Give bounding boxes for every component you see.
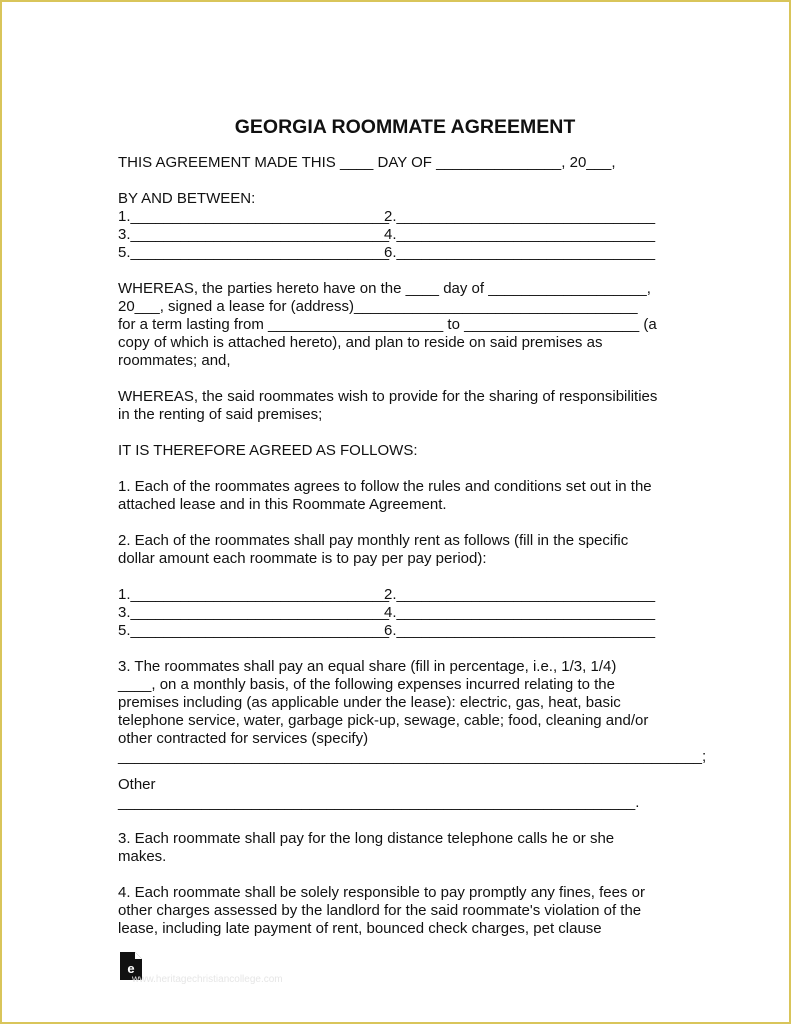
paragraph-line: makes. xyxy=(118,848,167,865)
agreed-heading: IT IS THEREFORE AGREED AS FOLLOWS: xyxy=(118,442,418,459)
roommate-line-3: 3._______________________________ xyxy=(118,226,390,243)
whereas-sharing-paragraph xyxy=(118,388,678,424)
clause-3-long-distance xyxy=(118,830,678,866)
other-expenses-line: Other ______________________________________________________________. xyxy=(118,776,640,811)
watermark-text: www.heritagechristiancollege.com xyxy=(132,974,283,985)
rent-line-4: 4._______________________________ xyxy=(384,604,656,621)
paragraph-line: WHEREAS, the said roommates wish to provide for the sharing of responsibilities xyxy=(118,388,658,405)
paragraph-line: copy of which is attached hereto), and plan to reside on said premises as xyxy=(118,334,603,351)
paragraph-line: 4. Each roommate shall be solely responsible to pay promptly any fines, fees or xyxy=(118,884,645,901)
paragraph-line: dollar amount each roommate is to pay per pay period): xyxy=(118,550,487,567)
paragraph-line: 3. The roommates shall pay an equal share (fill in percentage, i.e., 1/3, 1/4) xyxy=(118,658,617,675)
paragraph-line: other charges assessed by the landlord for the said roommate's violation of the xyxy=(118,902,642,919)
paragraph-line: 20___, signed a lease for (address)__________________________________ xyxy=(118,298,638,315)
paragraph-line: for a term lasting from _____________________ to _____________________ (a xyxy=(118,316,657,333)
roommate-line-4: 4._______________________________ xyxy=(384,226,656,243)
roommate-line-5: 5._______________________________ xyxy=(118,244,390,261)
whereas-lease-paragraph xyxy=(118,280,678,370)
paragraph-line: premises including (as applicable under the lease): electric, gas, heat, basic xyxy=(118,694,621,711)
document-title: GEORGIA ROOMMATE AGREEMENT xyxy=(234,116,576,138)
roommate-line-1: 1._______________________________ xyxy=(118,208,390,225)
rent-amount-lines xyxy=(118,586,678,640)
roommate-line-6: 6._______________________________ xyxy=(384,244,656,261)
paragraph-line: WHEREAS, the parties hereto have on the ____ day of ___________________, xyxy=(118,280,651,297)
roommate-name-lines xyxy=(118,208,678,262)
rent-line-3: 3._______________________________ xyxy=(118,604,390,621)
rent-line-5: 5._______________________________ xyxy=(118,622,390,639)
clause-2 xyxy=(118,532,678,568)
rent-line-2: 2._______________________________ xyxy=(384,586,656,603)
paragraph-line: ____, on a monthly basis, of the following expenses incurred relating to the xyxy=(118,676,615,693)
rent-line-6: 6._______________________________ xyxy=(384,622,656,639)
paragraph-line: attached lease and in this Roommate Agreement. xyxy=(118,496,447,513)
paragraph-line: 3. Each roommate shall pay for the long distance telephone calls he or she xyxy=(118,830,615,847)
paragraph-line: telephone service, water, garbage pick-up, sewage, cable; food, cleaning and/or xyxy=(118,712,649,729)
paragraph-line: lease, including late payment of rent, bounced check charges, pet clause xyxy=(118,920,602,937)
paragraph-line: ______________________________________________________________________; xyxy=(118,748,707,765)
paragraph-line: 1. Each of the roommates agrees to follow the rules and conditions set out in the xyxy=(118,478,652,495)
paragraph-line: roommates; and, xyxy=(118,352,231,369)
clause-4 xyxy=(118,884,678,938)
svg-text:e: e xyxy=(127,961,135,976)
paragraph-line: other contracted for services (specify) xyxy=(118,730,369,747)
document-body xyxy=(118,112,707,938)
clause-1 xyxy=(118,478,678,514)
between-label: BY AND BETWEEN: xyxy=(118,190,256,207)
paragraph-line: 2. Each of the roommates shall pay monthly rent as follows (fill in the specific xyxy=(118,532,629,549)
paragraph-line: in the renting of said premises; xyxy=(118,406,323,423)
rent-line-1: 1._______________________________ xyxy=(118,586,390,603)
clause-3-expenses xyxy=(118,658,707,766)
roommate-line-2: 2._______________________________ xyxy=(384,208,656,225)
agreement-date-line: THIS AGREEMENT MADE THIS ____ DAY OF _______________, 20___, xyxy=(118,154,616,171)
